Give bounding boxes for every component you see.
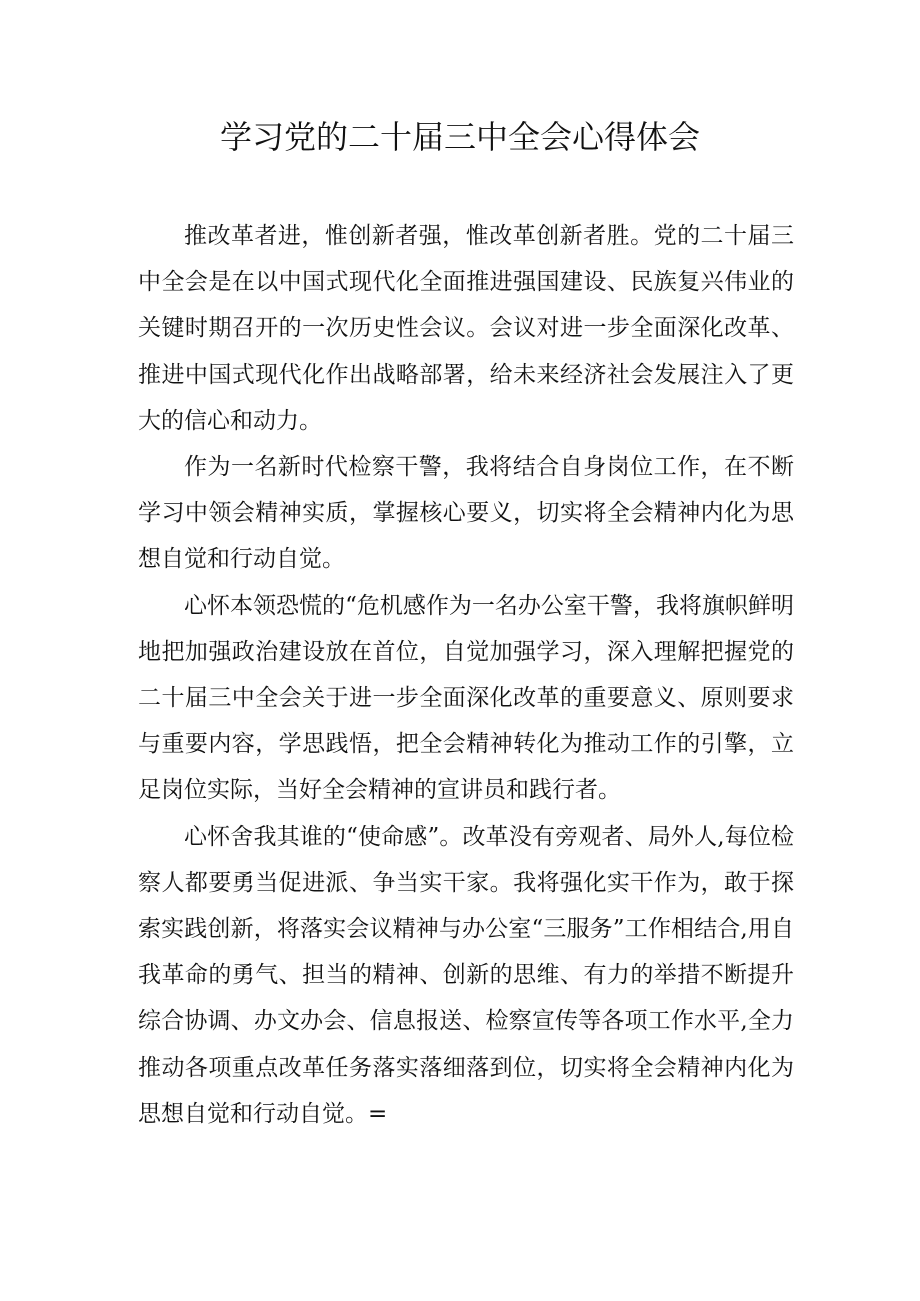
document-body [138, 213, 794, 1137]
paragraph-3: 心怀本领恐慌的“危机感作为一名办公室干警，我将旗帜鲜明地把加强政治建设放在首位，自觉加强学习，深入理解把握党的二十届三中全会关于进一步全面深化改革的重要意义、原则要求与重要内容，学思践悟，把全会精神转化为推动工作的引擎，立足岗位实际，当好全会精神的宣讲员和践行者。 [138, 592, 794, 804]
paragraph-2: 作为一名新时代检察干警，我将结合自身岗位工作，在不断学习中领会精神实质，掌握核心要义，切实将全会精神内化为思想自觉和行动自觉。 [138, 454, 794, 573]
document-title: 学习党的二十届三中全会心得体会 [219, 118, 700, 156]
paragraph-1: 推改革者进，惟创新者强，惟改革创新者胜。党的二十届三中全会是在以中国式现代化全面推进强国建设、民族复兴伟业的关键时期召开的一次历史性会议。会议对进一步全面深化改革、推进中国式现代化作出战略部署，给未来经济社会发展注入了更大的信心和动力。 [138, 223, 794, 434]
paragraph-4: 心怀舍我其谁的“使命感”。改革没有旁观者、局外人,每位检察人都要勇当促进派、争当实干家。我将强化实干作为，敢于探索实践创新，将落实会议精神与办公室“三服务”工作相结合,用自我革命的勇气、担当的精神、创新的思维、有力的举措不断提升综合协调、办文办会、信息报送、检察宣传等各项工作水平,全力推动各项重点改革任务落实落细落到位，切实将全会精神内化为思想自觉和行动自觉。= [138, 823, 794, 1127]
